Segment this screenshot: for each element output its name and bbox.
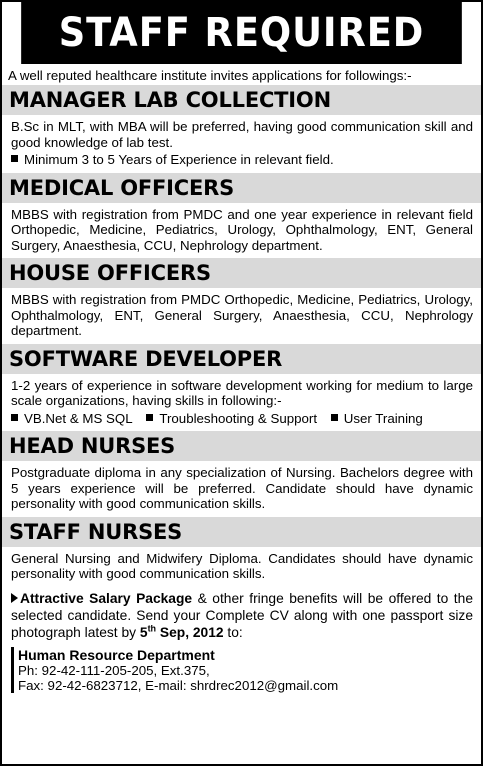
section-heading: SOFTWARE DEVELOPER	[2, 344, 481, 374]
square-bullet-icon	[11, 155, 18, 162]
deadline-date: 5th Sep, 2012	[139, 622, 224, 640]
square-bullet-icon	[331, 414, 338, 421]
application-instructions: Attractive Salary Package & other fringe benefits will be offered to the selected candidate. Send your Complete CV along with one passport size photograph latest by 5th Sep, 2012 to:	[11, 590, 473, 640]
section-medical-officers	[2, 173, 481, 258]
section-body	[2, 374, 481, 431]
section-text: Postgraduate diploma in any specialization of Nursing. Bachelors degree with 5 years experience will be preferred. Candidate should have dynamic personality with good communication skills.	[11, 465, 473, 511]
ad-title: STAFF REQUIRED	[21, 2, 462, 64]
section-text: 1-2 years of experience in software development working for medium to large scale organizations, having skills in following:-	[11, 377, 473, 408]
section-heading: HOUSE OFFICERS	[2, 258, 481, 288]
section-staff-nurses	[2, 517, 481, 586]
section-body	[2, 115, 481, 172]
department-name: Human Resource Department	[18, 646, 215, 663]
contact-block	[11, 647, 481, 693]
bullet-item: Troubleshooting & Support	[146, 411, 317, 427]
square-bullet-icon	[146, 414, 153, 421]
bullet-item: User Training	[331, 411, 423, 427]
phone-line: Ph: 92-42-111-205-205, Ext.375,	[18, 662, 210, 678]
intro-text: A well reputed healthcare institute invites applications for followings:-	[8, 68, 412, 83]
fax-email-line: Fax: 92-42-6823712, E-mail: shrdrec2012@gmail.com	[18, 677, 339, 693]
bullet-list	[11, 411, 473, 427]
section-text: MBBS with registration from PMDC and one year experience in relevant field Orthopedic, Medicine, Pediatrics, Urology, Ophthalmology, ENT, General Surgery, Anaesthesia, CCU, Nephrology department.	[11, 206, 473, 253]
bullet-list	[11, 152, 473, 168]
section-house-officers	[2, 258, 481, 343]
section-heading: MEDICAL OFFICERS	[2, 173, 481, 203]
section-text: General Nursing and Midwifery Diploma. Candidates should have dynamic personality with good communication skills.	[11, 550, 473, 581]
section-software-developer	[2, 344, 481, 431]
instructions-text: & other fringe benefits will be offered to the selected candidate. Send your Complete CV along with one passport size photograph latest by	[11, 590, 473, 640]
section-heading: STAFF NURSES	[2, 517, 481, 547]
square-bullet-icon	[11, 414, 18, 421]
section-head-nurses	[2, 431, 481, 516]
arrow-bullet-icon	[11, 593, 18, 603]
section-text: MBBS with registration from PMDC Orthopedic, Medicine, Pediatrics, Urology, Ophthalmology, ENT, General Surgery, Anaesthesia, CCU, Nephrology department.	[11, 292, 473, 338]
section-text: B.Sc in MLT, with MBA will be preferred, having good communication skill and good knowledge of lab test.	[11, 119, 473, 150]
section-body	[2, 547, 481, 586]
section-heading: HEAD NURSES	[2, 431, 481, 461]
salary-highlight: Attractive Salary Package	[20, 590, 193, 606]
bullet-item: VB.Net & MS SQL	[11, 411, 133, 427]
section-body	[2, 203, 481, 258]
section-heading: MANAGER LAB COLLECTION	[2, 85, 481, 115]
section-body	[2, 288, 481, 343]
bullet-item: Minimum 3 to 5 Years of Experience in relevant field.	[11, 152, 334, 168]
section-manager-lab-collection	[2, 85, 481, 172]
section-body	[2, 461, 481, 516]
